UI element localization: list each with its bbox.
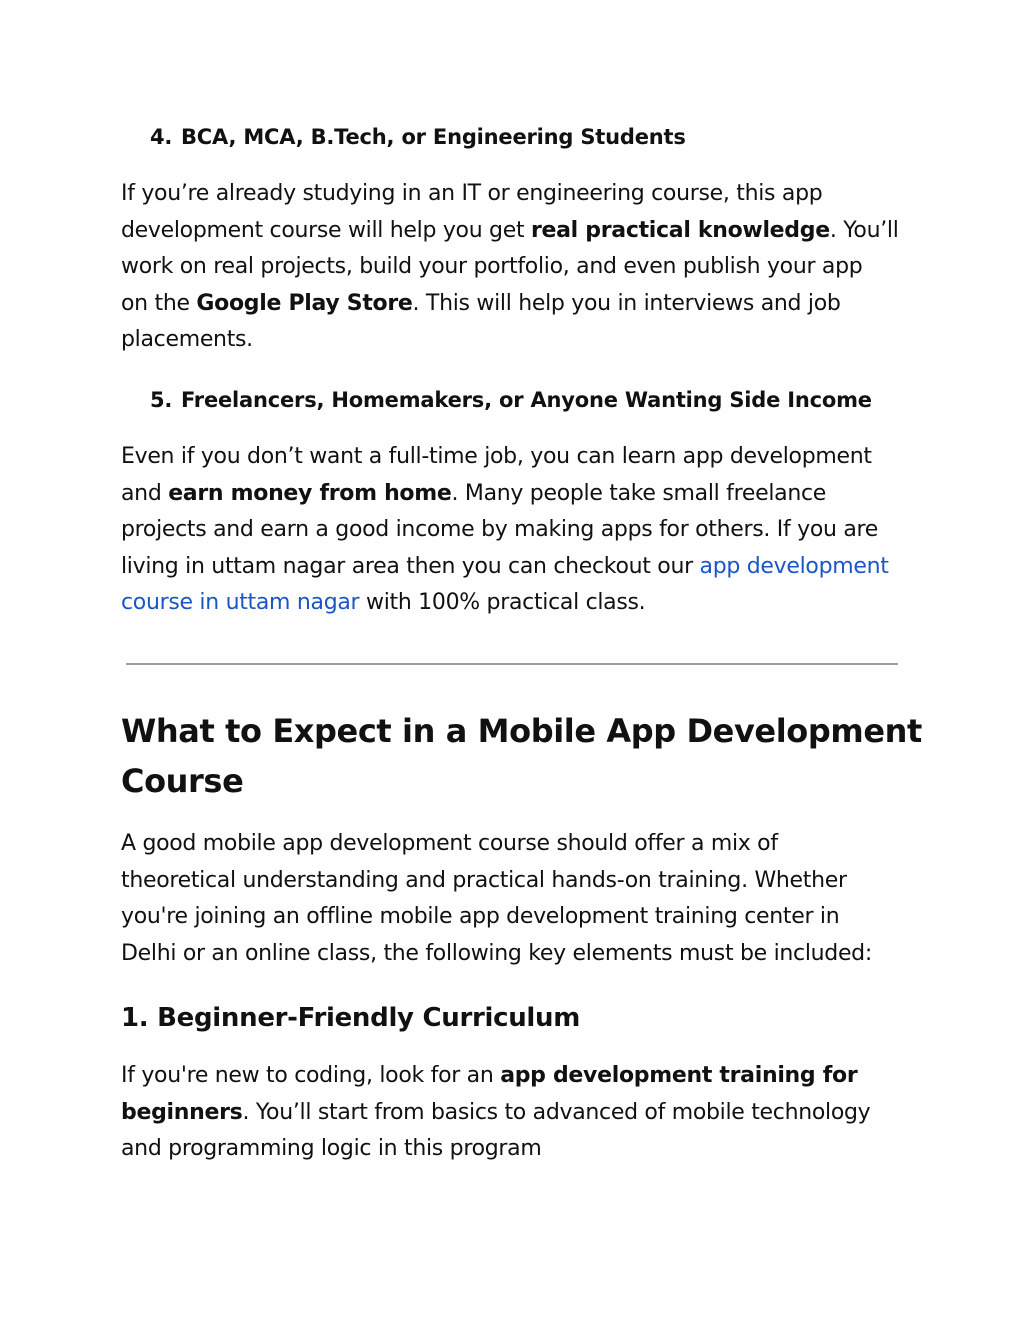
paragraph-item5 <box>121 439 911 622</box>
section-title-line: Course <box>121 762 244 800</box>
text-line <box>121 476 911 513</box>
text-line <box>121 1095 911 1132</box>
bold-text: beginners <box>121 1099 243 1125</box>
horizontal-divider <box>126 663 898 665</box>
text-line: and programming logic in this program <box>121 1136 542 1162</box>
text-run: . You’ll <box>829 217 899 243</box>
text-line <box>121 213 911 250</box>
text-line: you're joining an offline mobile app development training center in <box>121 904 840 930</box>
paragraph-item4 <box>121 176 911 359</box>
text-line <box>121 1058 911 1095</box>
course-link-part1[interactable]: app development <box>699 553 889 579</box>
bold-text: real practical knowledge <box>530 217 830 243</box>
list-heading-4-text: BCA, MCA, B.Tech, or Engineering Students <box>181 125 686 149</box>
text-line <box>121 286 911 323</box>
list-number-4: 4. <box>150 125 173 149</box>
bold-text: app development training for <box>500 1063 858 1088</box>
text-line <box>121 549 911 586</box>
text-line: theoretical understanding and practical hands-on training. Whether <box>121 867 847 893</box>
course-link-part2[interactable]: course in uttam nagar <box>121 590 360 616</box>
text-run: on the <box>121 290 197 316</box>
text-run: . You’ll start from basics to advanced of mobile technology <box>242 1099 871 1125</box>
section-title <box>121 706 922 806</box>
section-title-line: What to Expect in a Mobile App Development <box>121 712 922 750</box>
text-line: Even if you don’t want a full-time job, you can learn app development <box>121 444 872 469</box>
list-number-5: 5. <box>150 388 173 412</box>
text-run: If you're new to coding, look for an <box>121 1063 501 1088</box>
subsection-title: 1. Beginner-Friendly Curriculum <box>121 1003 581 1033</box>
text-run: . This will help you in interviews and job <box>412 290 841 316</box>
section-intro-paragraph <box>121 826 911 972</box>
text-run: and <box>121 480 169 506</box>
text-line: A good mobile app development course should offer a mix of <box>121 831 778 856</box>
text-run: . Many people take small freelance <box>451 480 826 506</box>
text-line: Delhi or an online class, the following key elements must be included: <box>121 940 872 966</box>
list-heading-5 <box>150 385 872 415</box>
text-line: projects and earn a good income by making apps for others. If you are <box>121 517 879 543</box>
bold-text: earn money from home <box>168 480 452 506</box>
text-line: work on real projects, build your portfolio, and even publish your app <box>121 254 863 280</box>
bold-text: Google Play Store <box>196 290 413 316</box>
subsection-paragraph <box>121 1058 911 1168</box>
list-heading-4 <box>150 122 686 152</box>
text-line: If you’re already studying in an IT or engineering course, this app <box>121 181 823 206</box>
list-heading-5-text: Freelancers, Homemakers, or Anyone Wanting Side Income <box>181 388 872 412</box>
text-run: living in uttam nagar area then you can checkout our <box>121 553 700 579</box>
text-run: development course will help you get <box>121 217 531 243</box>
text-line <box>121 585 911 622</box>
text-run: with 100% practical class. <box>359 590 646 616</box>
text-line: placements. <box>121 327 253 353</box>
